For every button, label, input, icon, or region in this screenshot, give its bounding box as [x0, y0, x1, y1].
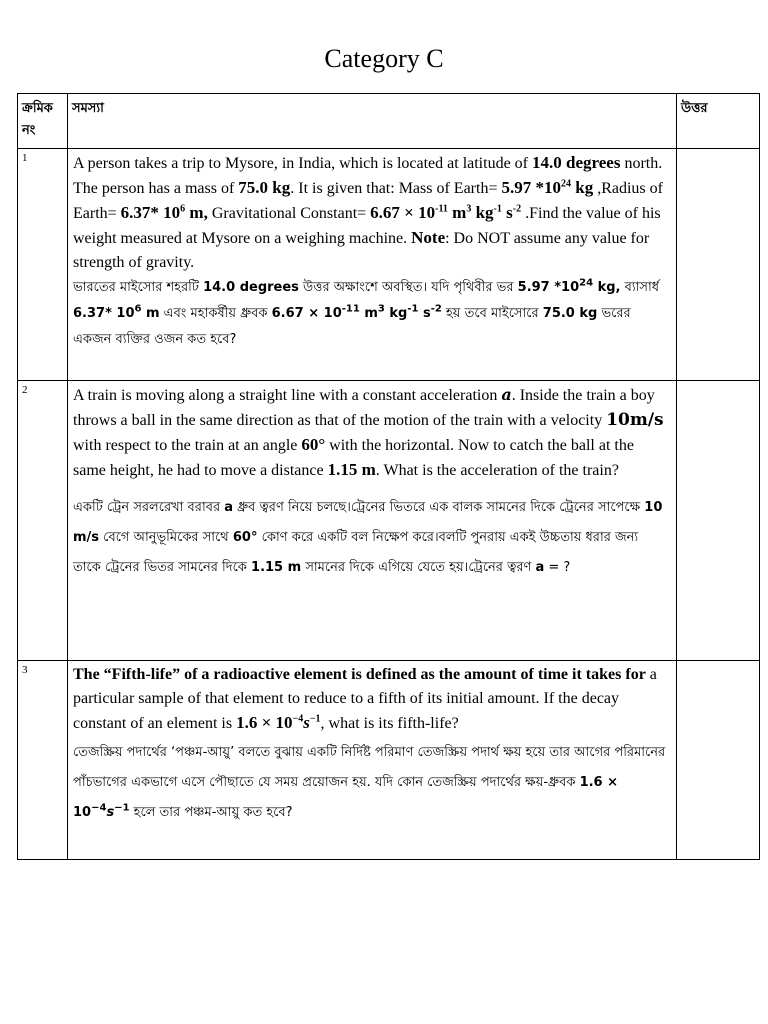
problem-english: A train is moving along a straight line with a constant acceleration a. Inside the train a boy throws a ball in the same direction as that of the motion of the train with a velocity 10m/s with respect to the train at an angle 60° with the horizontal. Now to catch the ball at the same height, he had to move a distance 1.15 m. What is the acceleration of the train?	[73, 385, 664, 479]
problem-english: A person takes a trip to Mysore, in India, which is located at latitude of 14.0 degrees north. The person has a mass of 75.0 kg. It is given that: Mass of Earth= 5.97 $*10^{24}$ kg ,Radius of Earth= 6.37* $10^6$ m, Gravitational Constant= $6.67 \times 10^{-11}$ $m^3$ $kg^{-1}$ $s^{-2}$ .Find the value of his weight measured at Mysore on a weighing machine. Note: Do NOT assume any value for strength of gravity.	[73, 153, 663, 271]
problem-bangla: ভারতের মাইসোর শহরটি 14.0 degrees উত্তর অক্ষাংশে অবস্থিত। যদি পৃথিবীর ভর 5.97 $*10^{24}$ kg, ব্যাসার্ধ 6.37* $10^6$ m এবং মহাকর্ষীয় ধ্রুবক $6.67 \times 10^{-11}$ $m^3$ $kg^{-1}$ $s^{-2}$ হয় তবে মাইসোরে 75.0 kg ভরের একজন ব্যক্তির ওজন কত হবে?	[73, 277, 660, 347]
answer-cell	[677, 149, 760, 381]
row-number: 1	[18, 149, 68, 381]
table-row	[18, 661, 760, 860]
problem-english: The “Fifth-life” of a radioactive element is defined as the amount of time it takes for a particular sample of that element to reduce to a fifth of its initial amount. If the decay constant of an element is $1.6 \times 10^{-4}s^{-1}$, what is its fifth-life?	[73, 666, 657, 732]
header-problem: সমস্যা	[68, 94, 677, 149]
answer-cell	[677, 381, 760, 661]
row-number: 3	[18, 661, 68, 860]
row-number: 2	[18, 381, 68, 661]
page-title: Category C	[324, 44, 444, 73]
table-row	[18, 149, 760, 381]
problem-cell	[68, 661, 677, 860]
table-header-row	[18, 94, 760, 149]
problem-bangla: তেজস্ক্রিয় পদার্থের ‘পঞ্চম-আয়ু’ বলতে বুঝায় একটি নির্দিষ্ট পরিমাণ তেজস্ক্রিয় পদার্থ ক্ষয় হয়ে তার আগের পরিমানের পাঁচভাগের একভাগে এসে পৌছাতে যে সময় প্রয়োজন হয়. যদি কোন তেজস্ক্রিয় পদার্থের ক্ষয়-ধ্রুবক $1.6 \times 10^{-4}s^{-1}$ হলে তার পঞ্চম-আয়ু কত হবে?	[73, 745, 666, 820]
header-serial: ক্রমিক নং	[18, 94, 68, 149]
header-answer: উত্তর	[677, 94, 760, 149]
table-row	[18, 381, 760, 661]
problem-bangla: একটি ট্রেন সরলরেখা বরাবর a ধ্রুব ত্বরণ নিয়ে চলছে।ট্রেনের ভিতরে এক বালক সামনের দিকে ট্রেনের সাপেক্ষে 10 m/s বেগে আনুভূমিকের সাথে 60° কোণ করে একটি বল নিক্ষেপ করে।বলটি পুনরায় একই উচ্চতায় ধরার জন্য তাকে ট্রেনের ভিতর সামনের দিকে 1.15 m সামনের দিকে এগিয়ে যেতে হয়।ট্রেনের ত্বরণ a = ?	[73, 500, 663, 575]
problem-cell	[68, 149, 677, 381]
questions-table	[17, 93, 760, 860]
answer-cell	[677, 661, 760, 860]
problem-cell	[68, 381, 677, 661]
